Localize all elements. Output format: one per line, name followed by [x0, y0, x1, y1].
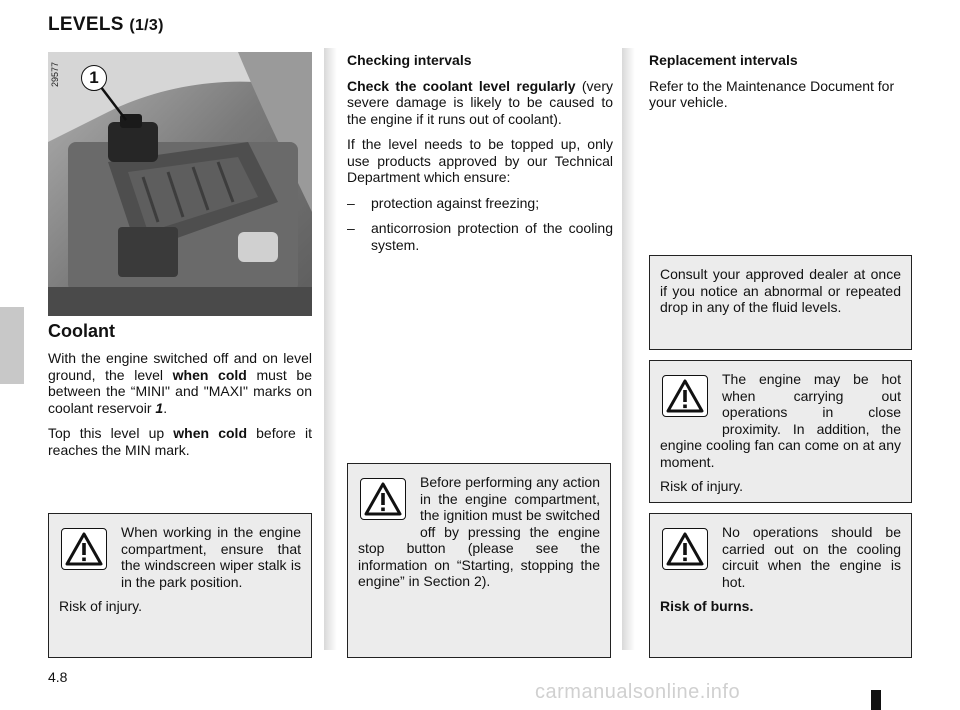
section-heading-replacement: Replacement intervals — [649, 52, 798, 68]
warning-box-burns — [649, 513, 912, 658]
list-item: – protection against freezing; — [347, 194, 540, 211]
replacement-paragraph: Refer to the Maintenance Document for your vehicle. — [649, 77, 895, 110]
risk-text: Risk of burns. — [660, 598, 754, 614]
section-heading-checking: Checking intervals — [347, 52, 472, 68]
coolant-text — [48, 350, 312, 467]
warning-triangle-icon — [662, 375, 708, 417]
page-title: LEVELS (1/3) — [48, 14, 164, 35]
warning-triangle-icon — [61, 528, 107, 570]
requirements-list — [347, 195, 613, 254]
page-number: 4.8 — [48, 669, 68, 685]
risk-text: Risk of injury. — [59, 598, 142, 614]
warning-text: When working in the engine compartment, ensure that the windscreen wiper stalk is in the park position. — [121, 524, 301, 590]
warning-text: No operations should be carried out on the cooling circuit when the engine is hot. — [722, 524, 901, 590]
column-divider — [324, 48, 337, 650]
replacement-intervals-text — [649, 52, 913, 120]
figure-reference: 29577 — [50, 61, 60, 87]
corner-mark — [871, 690, 881, 710]
coolant-paragraph-2: Top this level up when cold before it reaches the MIN mark. — [48, 425, 312, 458]
column-divider — [622, 48, 635, 650]
coolant-paragraph-1: With the engine switched off and on level ground, the level when cold must be between the “MINI" and "MAXI" marks on coolant reservoir 1. — [48, 350, 312, 416]
warning-box-wiper — [48, 513, 312, 658]
warning-triangle-icon — [662, 528, 708, 570]
engine-bay-photo — [48, 52, 312, 316]
warning-box-hot-engine — [649, 360, 912, 503]
watermark: carmanualsonline.info — [535, 681, 741, 703]
warning-text: The engine may be hot when carrying out operations in close proximity. In addition, the engine cooling fan can come on at any moment. — [660, 371, 901, 470]
section-heading-coolant: Coolant — [48, 321, 115, 341]
checking-paragraph-1: Check the coolant level regularly (very severe damage is likely to be caused to the engine if it runs out of coolant). — [347, 77, 614, 127]
page-part: (1/3) — [129, 17, 164, 34]
section-tab — [0, 307, 24, 384]
warning-text: Before performing any action in the engine compartment, the ignition must be switched off by pressing the engine stop button (please see the information on “Starting, stopping the engine” in Section 2). — [358, 474, 600, 589]
warning-box-ignition — [347, 463, 611, 658]
checking-paragraph-2: If the level needs to be topped up, only use products approved by our Technical Department which ensure: — [347, 136, 613, 185]
note-box-dealer — [649, 255, 912, 350]
warning-triangle-icon — [360, 478, 406, 520]
checking-intervals-text — [347, 52, 613, 262]
risk-text: Risk of injury. — [660, 478, 743, 494]
list-item: – anticorrosion protection of the cooling system. — [347, 220, 613, 253]
note-text: Consult your approved dealer at once if you notice an abnormal or repeated drop in any of the fluid levels. — [660, 266, 901, 315]
callout-1: 1 — [81, 65, 107, 91]
